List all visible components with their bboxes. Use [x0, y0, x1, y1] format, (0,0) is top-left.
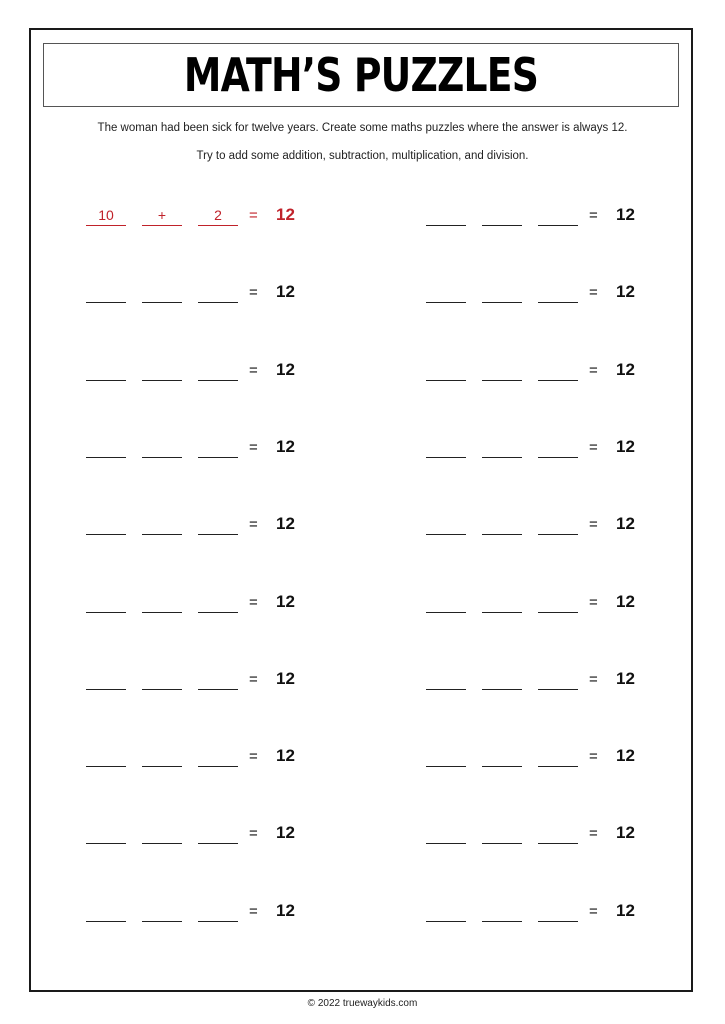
operator-blank[interactable] [142, 669, 182, 690]
second-number-blank[interactable] [198, 437, 238, 458]
operator-blank[interactable] [482, 823, 522, 844]
operator-blank[interactable]: + [142, 205, 182, 226]
operator-blank[interactable] [482, 360, 522, 381]
answer-value: 12 [616, 360, 635, 379]
first-number-blank[interactable] [86, 823, 126, 844]
operator-blank[interactable] [482, 901, 522, 922]
second-number-blank[interactable] [198, 592, 238, 613]
answer-value: 12 [616, 901, 635, 920]
first-number-blank[interactable] [86, 360, 126, 381]
second-number-blank[interactable] [198, 823, 238, 844]
first-number-blank[interactable] [426, 823, 466, 844]
second-number-blank[interactable] [198, 360, 238, 381]
second-number-blank[interactable] [198, 514, 238, 535]
copyright-footer: © 2022 truewaykids.com [307, 998, 418, 1009]
answer-value: 12 [616, 592, 635, 611]
first-number-blank[interactable] [86, 282, 126, 303]
operator-blank[interactable] [482, 746, 522, 767]
equals-sign: = [589, 516, 598, 533]
equals-sign: = [249, 516, 258, 533]
first-number-blank[interactable] [426, 669, 466, 690]
first-number-blank[interactable] [86, 437, 126, 458]
first-number-blank[interactable] [86, 669, 126, 690]
answer-value: 12 [276, 592, 295, 611]
answer-value: 12 [616, 823, 635, 842]
answer-value: 12 [276, 901, 295, 920]
instruction-line-1: The woman had been sick for twelve years. Create some maths puzzles where the answer is always 12. [97, 122, 628, 134]
first-number-blank[interactable] [86, 514, 126, 535]
second-number-blank[interactable] [198, 746, 238, 767]
second-number-blank[interactable] [538, 823, 578, 844]
equals-sign: = [249, 362, 258, 379]
second-number-blank[interactable] [538, 360, 578, 381]
first-number-blank[interactable] [426, 437, 466, 458]
equals-sign: = [589, 825, 598, 842]
second-number-blank[interactable] [538, 669, 578, 690]
answer-value: 12 [276, 282, 295, 301]
operator-blank[interactable] [142, 823, 182, 844]
equals-sign: = [249, 903, 258, 920]
first-number-blank[interactable] [86, 901, 126, 922]
answer-value: 12 [616, 669, 635, 688]
second-number-blank[interactable] [538, 901, 578, 922]
first-number-blank[interactable] [426, 205, 466, 226]
second-number-blank[interactable]: 2 [198, 205, 238, 226]
first-number-blank[interactable] [426, 901, 466, 922]
equals-sign: = [249, 825, 258, 842]
instruction-line-2: Try to add some addition, subtraction, multiplication, and division. [196, 150, 529, 162]
answer-value: 12 [276, 823, 295, 842]
operator-blank[interactable] [142, 901, 182, 922]
answer-value: 12 [616, 437, 635, 456]
first-number-blank[interactable]: 10 [86, 205, 126, 226]
answer-value: 12 [616, 746, 635, 765]
operator-blank[interactable] [142, 514, 182, 535]
equals-sign: = [249, 748, 258, 765]
answer-value: 12 [276, 437, 295, 456]
first-number-blank[interactable] [426, 746, 466, 767]
operator-blank[interactable] [142, 437, 182, 458]
equals-sign: = [589, 594, 598, 611]
operator-blank[interactable] [482, 437, 522, 458]
operator-blank[interactable] [142, 360, 182, 381]
equals-sign: = [249, 284, 258, 301]
second-number-blank[interactable] [538, 514, 578, 535]
first-number-blank[interactable] [86, 746, 126, 767]
equals-sign: = [249, 671, 258, 688]
equals-sign: = [249, 207, 258, 224]
equals-sign: = [589, 748, 598, 765]
answer-value: 12 [616, 282, 635, 301]
second-number-blank[interactable] [198, 669, 238, 690]
page-title: MATH’S PUZZLES [183, 48, 539, 102]
operator-blank[interactable] [482, 514, 522, 535]
operator-blank[interactable] [142, 746, 182, 767]
operator-blank[interactable] [482, 282, 522, 303]
second-number-blank[interactable] [198, 282, 238, 303]
operator-blank[interactable] [482, 669, 522, 690]
equals-sign: = [249, 439, 258, 456]
equals-sign: = [589, 362, 598, 379]
second-number-blank[interactable] [538, 437, 578, 458]
operator-blank[interactable] [142, 282, 182, 303]
first-number-blank[interactable] [426, 514, 466, 535]
equals-sign: = [589, 207, 598, 224]
operator-blank[interactable] [142, 592, 182, 613]
second-number-blank[interactable] [198, 901, 238, 922]
first-number-blank[interactable] [426, 360, 466, 381]
second-number-blank[interactable] [538, 282, 578, 303]
title-box [43, 43, 679, 107]
operator-blank[interactable] [482, 592, 522, 613]
second-number-blank[interactable] [538, 205, 578, 226]
answer-value: 12 [276, 360, 295, 379]
answer-value: 12 [616, 205, 635, 224]
first-number-blank[interactable] [426, 282, 466, 303]
answer-value: 12 [276, 205, 295, 224]
first-number-blank[interactable] [426, 592, 466, 613]
second-number-blank[interactable] [538, 592, 578, 613]
equals-sign: = [589, 671, 598, 688]
equals-sign: = [589, 284, 598, 301]
answer-value: 12 [276, 514, 295, 533]
answer-value: 12 [276, 669, 295, 688]
page-border [29, 28, 693, 992]
answer-value: 12 [616, 514, 635, 533]
operator-blank[interactable] [482, 205, 522, 226]
answer-value: 12 [276, 746, 295, 765]
first-number-blank[interactable] [86, 592, 126, 613]
equals-sign: = [589, 439, 598, 456]
equals-sign: = [249, 594, 258, 611]
second-number-blank[interactable] [538, 746, 578, 767]
equals-sign: = [589, 903, 598, 920]
